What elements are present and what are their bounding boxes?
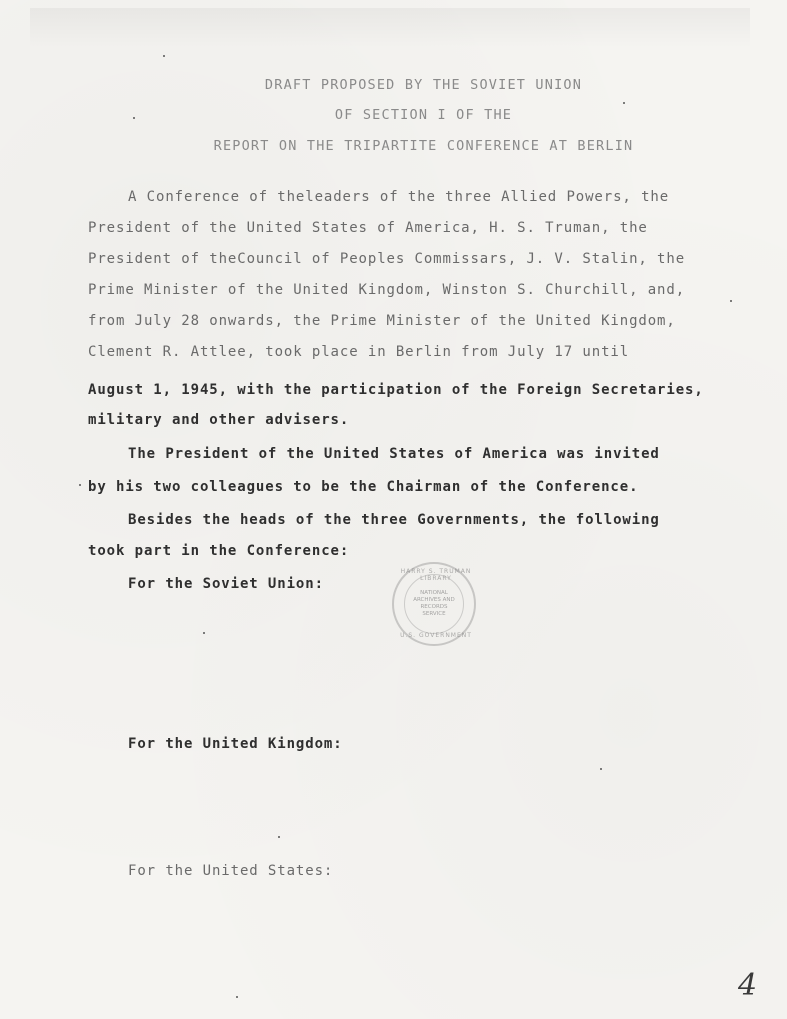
paragraph-2-line-1: The President of the United States of America was invited [128, 446, 660, 462]
paragraph-1-line-6: Clement R. Attlee, took place in Berlin from July 17 until [88, 344, 630, 360]
paragraph-1-line-3: President of theCouncil of Peoples Commissars, J. V. Stalin, the [88, 251, 686, 267]
paragraph-1-line-2: President of the United States of America, H. S. Truman, the [88, 220, 648, 236]
paragraph-1-line-7: August 1, 1945, with the participation of the Foreign Secretaries, [88, 382, 704, 398]
paper-speck [203, 632, 205, 634]
stamp-ring-top-text: HARRY S. TRUMAN LIBRARY [400, 568, 472, 582]
title-line-1: DRAFT PROPOSED BY THE SOVIET UNION [264, 77, 583, 93]
paragraph-2-line-2: by his two colleagues to be the Chairman of the Conference. [88, 479, 639, 495]
heading-united-kingdom: For the United Kingdom: [128, 736, 343, 752]
paper-speck [236, 996, 238, 998]
paragraph-3-line-1: Besides the heads of the three Governments, the following [128, 512, 660, 528]
archive-stamp [392, 562, 476, 646]
heading-united-states: For the United States: [128, 863, 334, 879]
stamp-ring-bottom-text: U.S. GOVERNMENT [400, 632, 472, 639]
paper-speck [163, 55, 165, 57]
paragraph-3-line-2: took part in the Conference: [88, 543, 350, 559]
paper-speck [600, 768, 602, 770]
paper-speck [730, 300, 732, 302]
heading-soviet-union: For the Soviet Union: [128, 576, 324, 592]
title-line-3: REPORT ON THE TRIPARTITE CONFERENCE AT BERLIN [213, 138, 634, 154]
stamp-inner-line-3: RECORDS [420, 604, 448, 610]
paragraph-1-line-5: from July 28 onwards, the Prime Minister of the United Kingdom, [88, 313, 676, 329]
stamp-inner [404, 574, 464, 634]
handwritten-page-number: 4 [738, 968, 758, 1003]
paper-speck [133, 117, 135, 119]
paragraph-1-line-1: A Conference of theleaders of the three Allied Powers, the [128, 189, 670, 205]
paragraph-1-line-8: military and other advisers. [88, 412, 350, 428]
stamp-inner-line-1: NATIONAL [420, 590, 448, 596]
stamp-inner-line-2: ARCHIVES AND [413, 597, 455, 603]
paragraph-1-line-4: Prime Minister of the United Kingdom, Winston S. Churchill, and, [88, 282, 686, 298]
show-through-bleed [30, 8, 750, 48]
paper-speck [278, 836, 280, 838]
title-line-2: OF SECTION I OF THE [334, 107, 513, 123]
paper-speck [79, 484, 81, 486]
stamp-inner-line-4: SERVICE [422, 611, 446, 617]
paper-speck [623, 102, 625, 104]
